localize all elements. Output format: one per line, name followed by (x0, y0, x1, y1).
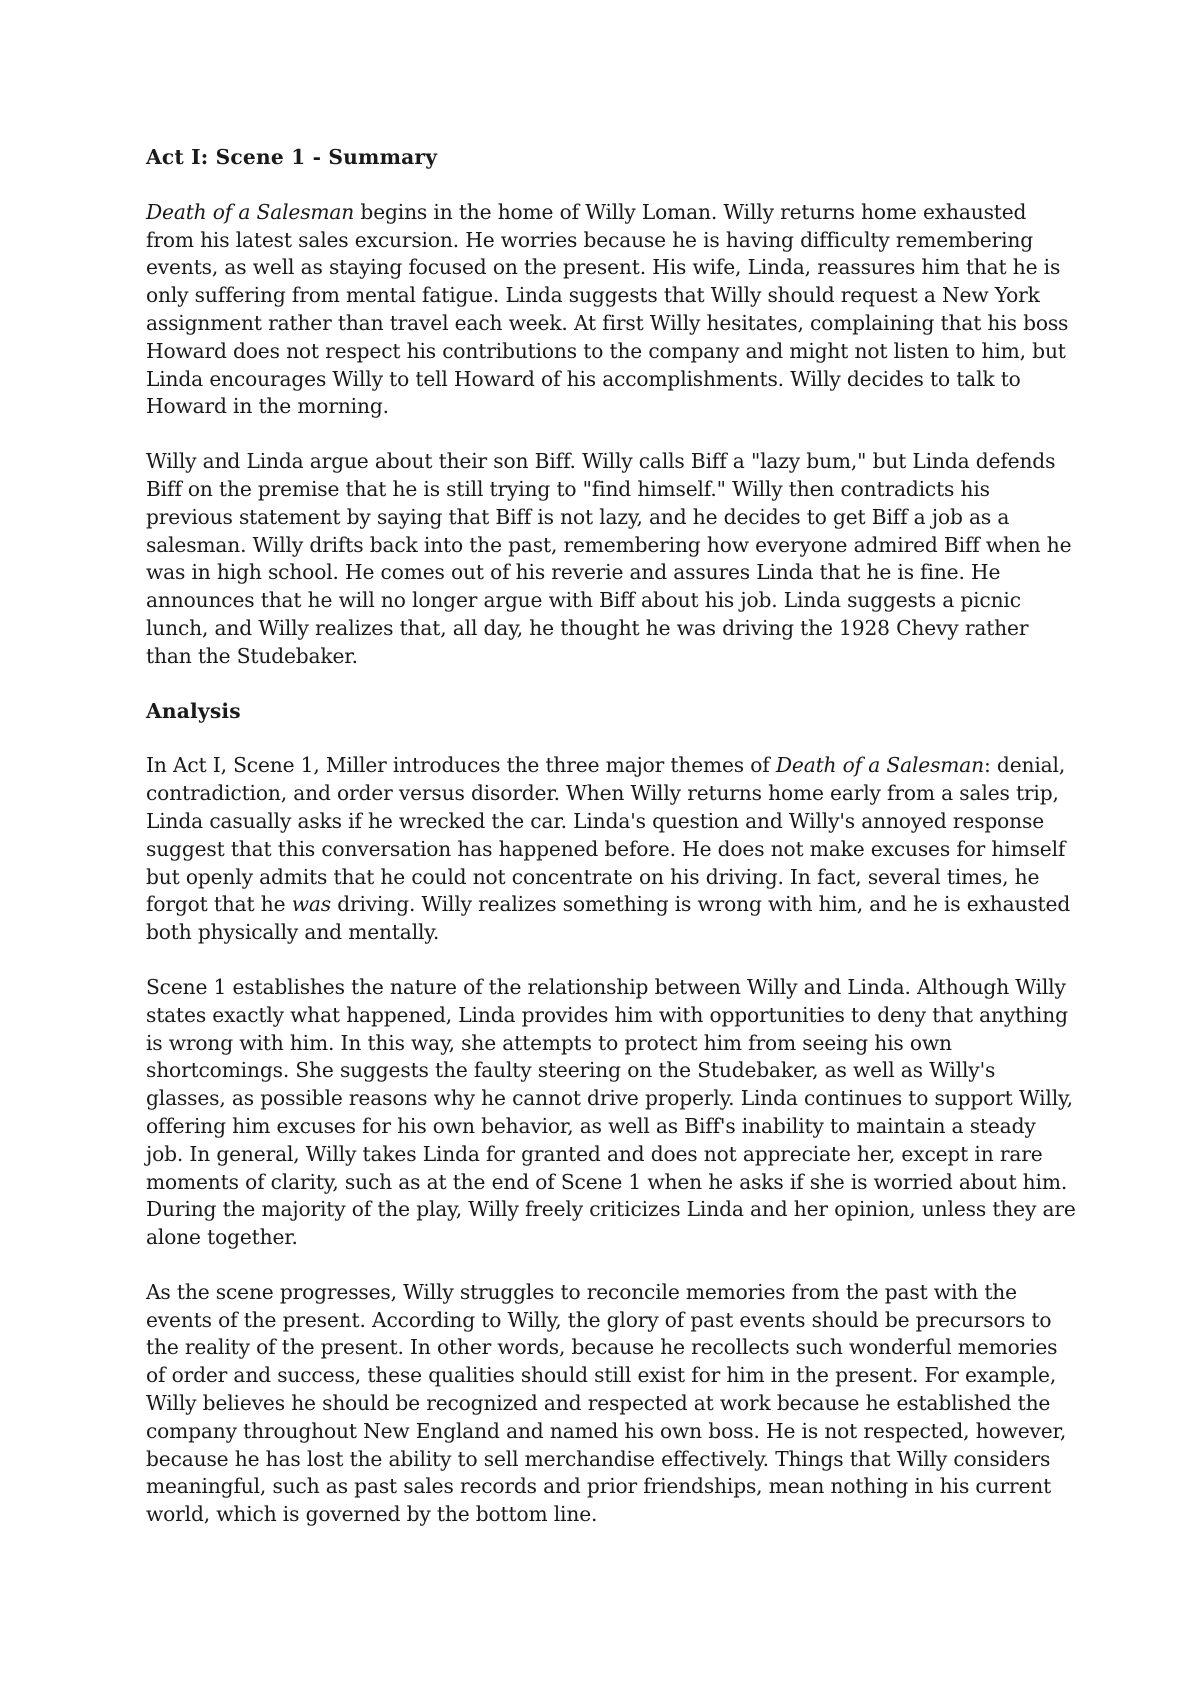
play-title-italic: Death of a Salesman (775, 753, 985, 778)
analysis-paragraph-1-middle: : denial, contradiction, and order versus disorder. When Willy returns home early from a sales trip, Linda casually asks if he wrecked the car. Linda's question and Willy's annoyed response suggest that this conversation has happened before. He does not make excuses for himself but openly admits that he could not concentrate on his driving. In fact, several times, he forgot that he (146, 753, 1066, 917)
analysis-paragraph-1 (146, 752, 1076, 947)
analysis-heading: Analysis (146, 698, 241, 723)
analysis-paragraph-1-intro: In Act I, Scene 1, Miller introduces the three major themes of (146, 753, 776, 778)
summary-paragraph-1-text: begins in the home of Willy Loman. Willy returns home exhausted from his latest sales excursion. He worries because he is having difficulty remembering events, as well as staying focused on the present. His wife, Linda, reassures him that he is only suffering from mental fatigue. Linda suggests that Willy should request a New York assignment rather than travel each week. At first Willy hesitates, complaining that his boss Howard does not respect his contributions to the company and might not listen to him, but Linda encourages Willy to tell Howard of his accomplishments. Willy decides to talk to Howard in the morning. (146, 199, 1069, 419)
summary-paragraph-2: Willy and Linda argue about their son Biff. Willy calls Biff a "lazy bum," but Linda defends Biff on the premise that he is still trying to "find himself." Willy then contradicts his previous statement by saying that Biff is not lazy, and he decides to get Biff a job as a salesman. Willy drifts back into the past, remembering how everyone admired Biff when he was in high school. He comes out of his reverie and assures Linda that he is fine. He announces that he will no longer argue with Biff about his job. Linda suggests a picnic lunch, and Willy realizes that, all day, he thought he was driving the 1928 Chevy rather than the Studebaker. (146, 449, 1072, 668)
analysis-paragraph-3: As the scene progresses, Willy struggles to reconcile memories from the past with the events of the present. According to Willy, the glory of past events should be precursors to the reality of the present. In other words, because he recollects such wonderful memories of order and success, these qualities should still exist for him in the present. For example, Willy believes he should be recognized and respected at work because he established the company throughout New England and named his own boss. He is not respected, however, because he has lost the ability to sell merchandise effectively. Things that Willy considers meaningful, such as past sales records and prior friendships, mean nothing in his current world, which is governed by the bottom line. (146, 1279, 1067, 1527)
emphasis-was: was (291, 892, 331, 917)
analysis-paragraph-1-end: driving. Willy realizes something is wrong with him, and he is exhausted both physically and mentally. (146, 892, 1071, 945)
summary-paragraph-1 (146, 199, 1076, 421)
play-title-italic: Death of a Salesman (146, 199, 355, 224)
summary-heading: Act I: Scene 1 - Summary (146, 145, 438, 169)
analysis-paragraph-2: Scene 1 establishes the nature of the relationship between Willy and Linda. Although Willy states exactly what happened, Linda provides him with opportunities to deny that anything is wrong with him. In this way, she attempts to protect him from seeing his own shortcomings. She suggests the faulty steering on the Studebaker, as well as Willy's glasses, as possible reasons why he cannot drive properly. Linda continues to support Willy, offering him excuses for his own behavior, as well as Biff's inability to maintain a steady job. In general, Willy takes Linda for granted and does not appreciate her, except in rare moments of clarity, such as at the end of Scene 1 when he asks if she is worried about him. During the majority of the play, Willy freely criticizes Linda and her opinion, unless they are alone together. (146, 974, 1076, 1250)
document-page (146, 144, 1076, 1556)
